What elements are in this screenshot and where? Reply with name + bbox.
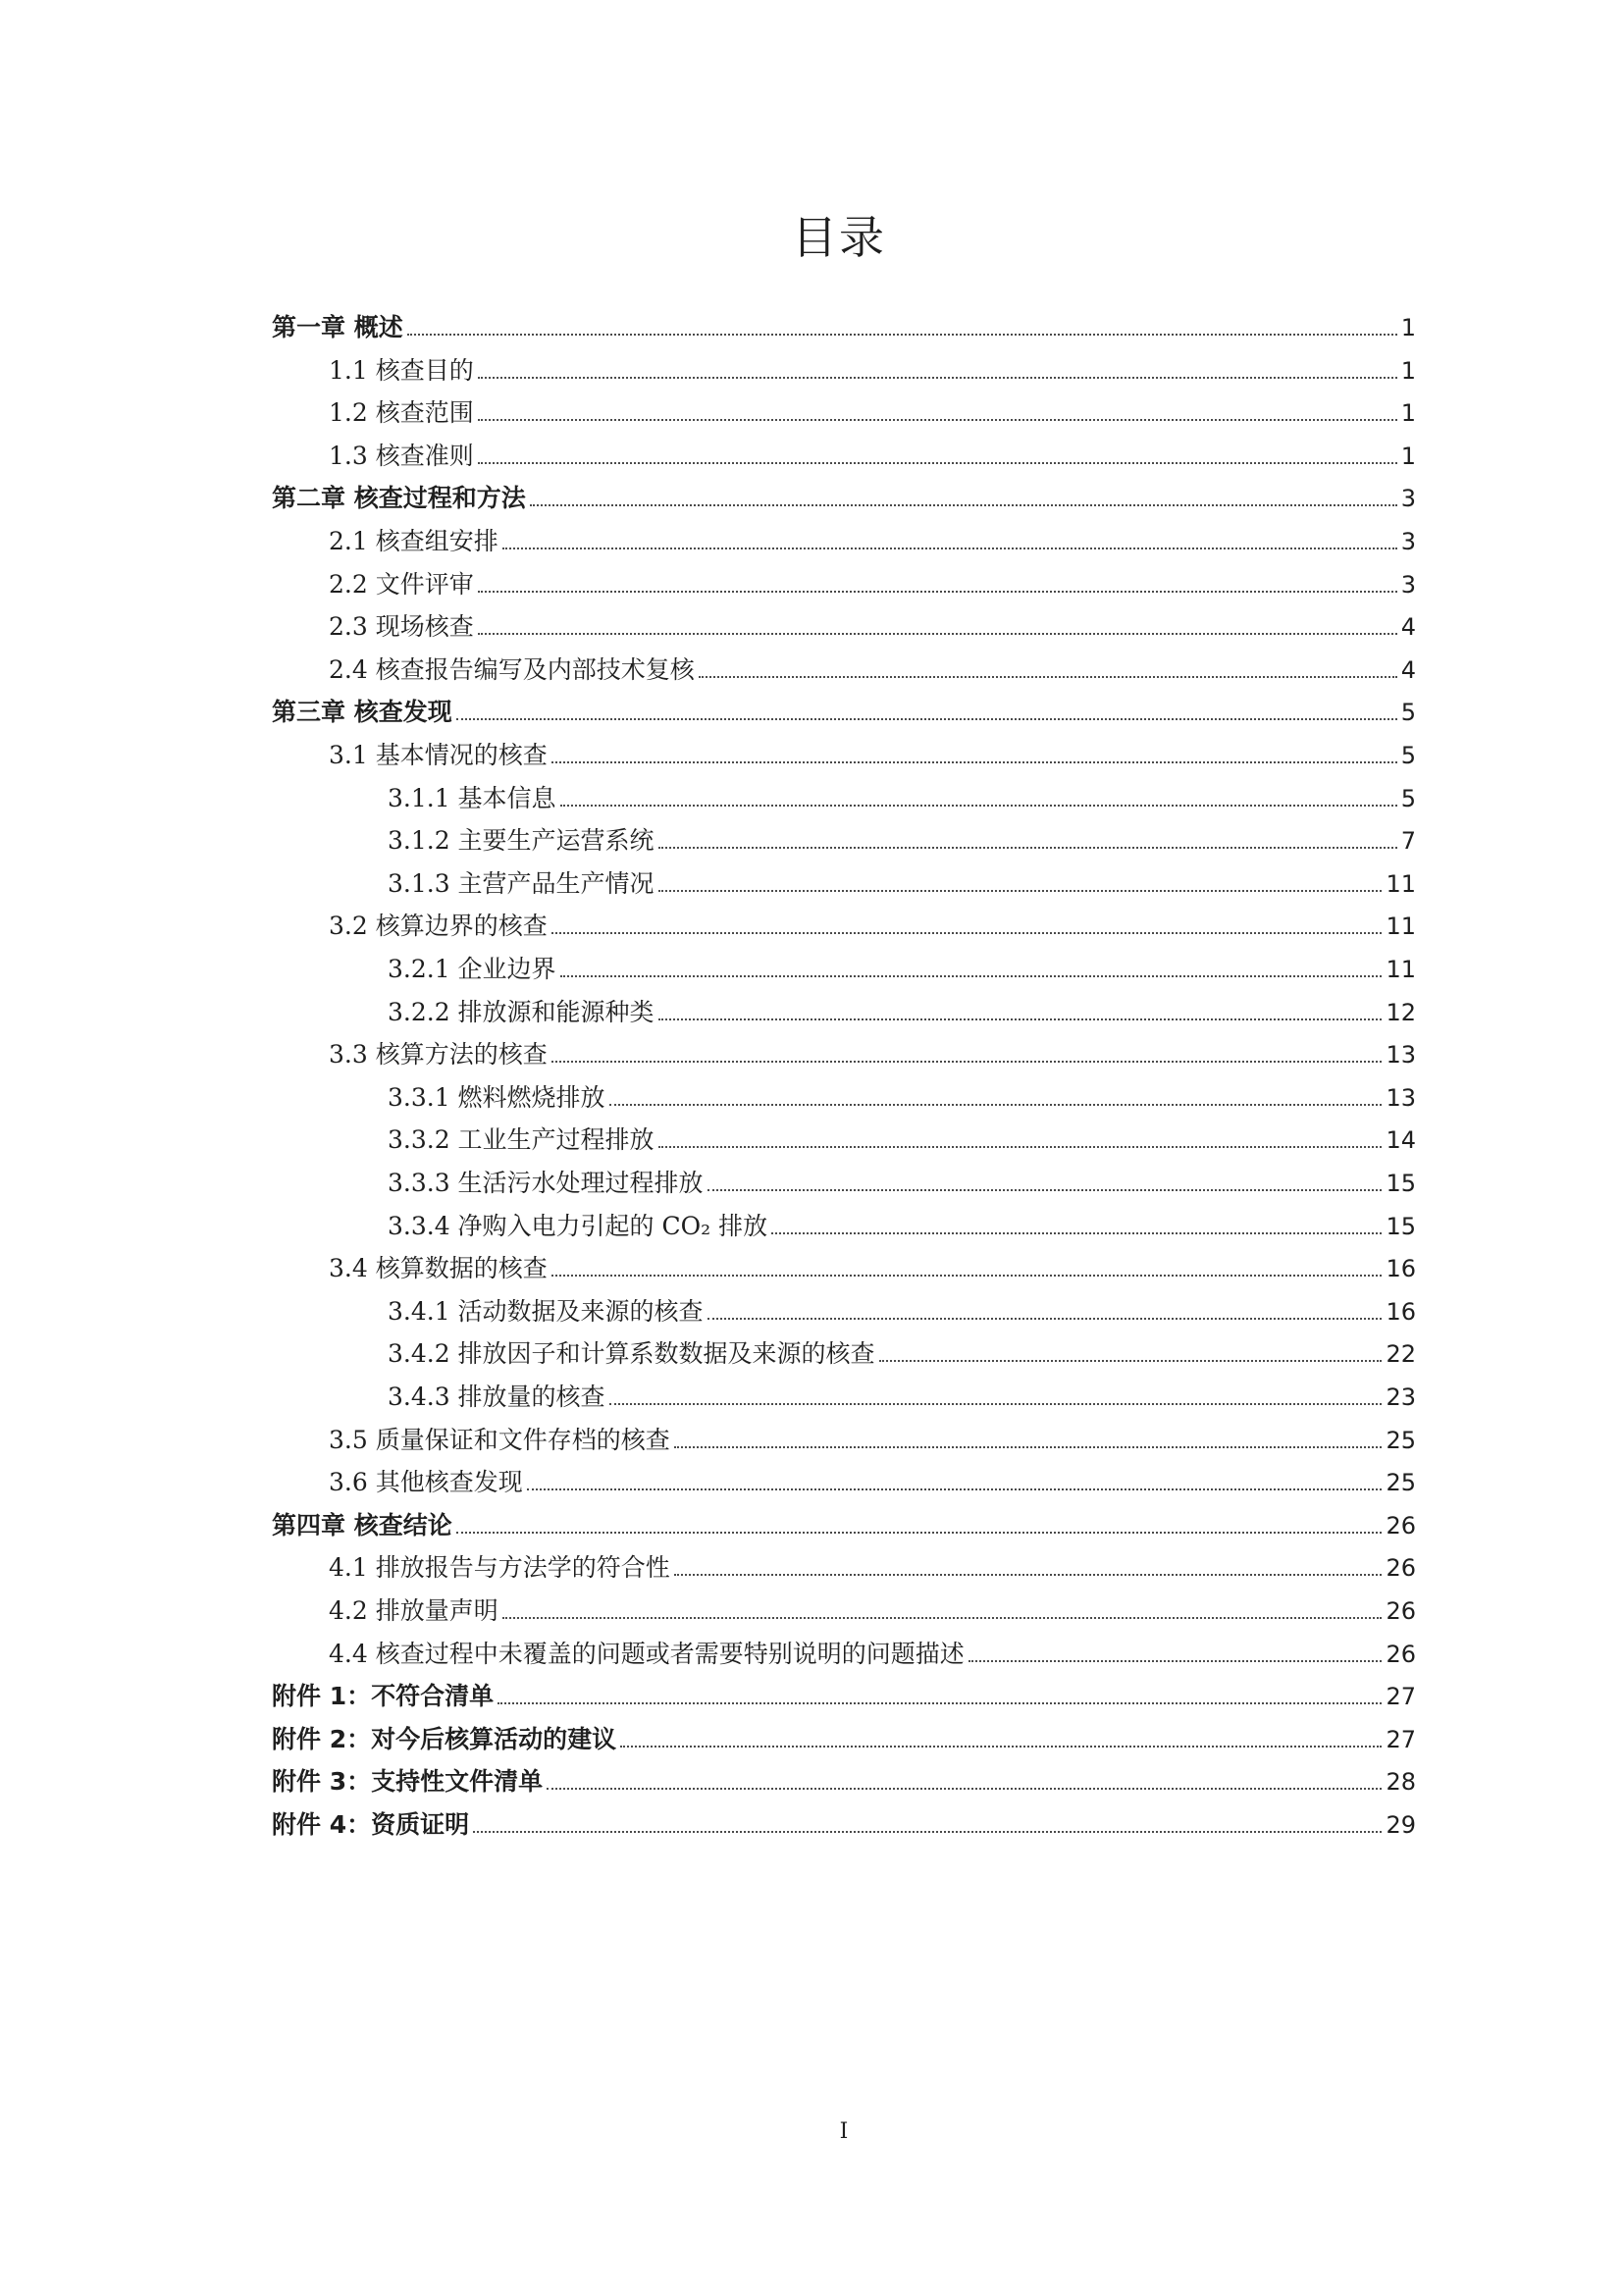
toc-section-entry[interactable]	[388, 1077, 1416, 1113]
toc-entry-page-number: 28	[1386, 1768, 1416, 1797]
toc-section-entry[interactable]	[329, 1547, 1416, 1583]
toc-entry-label: 3.4.3 排放量的核查	[388, 1383, 605, 1411]
toc-entry-page-number: 1	[1400, 399, 1416, 428]
toc-section-entry[interactable]	[388, 992, 1416, 1027]
toc-entry-page-number: 11	[1386, 956, 1416, 983]
toc-entry-label: 第四章 核查结论	[272, 1510, 452, 1539]
toc-entry-page-number: 26	[1386, 1640, 1416, 1668]
toc-dot-leader	[674, 1446, 1383, 1448]
toc-section-entry[interactable]	[388, 820, 1416, 856]
toc-dot-leader	[478, 462, 1397, 464]
toc-entry-page-number: 5	[1400, 699, 1416, 727]
toc-dot-leader	[527, 1488, 1383, 1490]
toc-entry-label: 3.4.2 排放因子和计算系数数据及来源的核查	[388, 1339, 875, 1369]
toc-entry-page-number: 26	[1386, 1554, 1416, 1583]
toc-section-entry[interactable]	[329, 906, 1416, 941]
toc-dot-leader	[707, 1318, 1383, 1320]
toc-chapter-entry[interactable]	[272, 692, 1416, 727]
toc-entry-page-number: 25	[1386, 1469, 1416, 1497]
toc-entry-label: 3.6 其他核查发现	[329, 1468, 523, 1497]
toc-entry-label: 2.1 核查组安排	[329, 527, 498, 555]
toc-entry-page-number: 13	[1386, 1083, 1416, 1112]
toc-dot-leader	[969, 1660, 1383, 1662]
toc-section-entry[interactable]	[329, 1420, 1416, 1455]
toc-dot-leader	[407, 334, 1397, 336]
toc-entry-label: 4.2 排放量声明	[329, 1596, 498, 1625]
toc-section-entry[interactable]	[329, 1634, 1416, 1669]
toc-entry-page-number: 5	[1400, 742, 1416, 769]
toc-entry-label: 3.1 基本情况的核查	[329, 741, 548, 769]
toc-entry-label: 3.4.1 活动数据及来源的核查	[388, 1296, 704, 1326]
toc-entry-label: 3.5 质量保证和文件存档的核查	[329, 1425, 670, 1454]
toc-chapter-entry[interactable]	[272, 1761, 1416, 1797]
toc-section-entry[interactable]	[388, 1377, 1416, 1412]
toc-dot-leader	[699, 676, 1397, 678]
toc-dot-leader	[658, 1146, 1383, 1148]
toc-entry-label: 3.1.1 基本信息	[388, 783, 556, 812]
toc-entry-label: 3.3.4 净购入电力引起的 CO₂ 排放	[388, 1211, 768, 1240]
toc-section-entry[interactable]	[329, 1248, 1416, 1283]
toc-entry-page-number: 4	[1400, 613, 1416, 642]
toc-entry-page-number: 15	[1386, 1170, 1416, 1197]
toc-chapter-entry[interactable]	[272, 307, 1416, 342]
toc-section-entry[interactable]	[388, 949, 1416, 984]
toc-entry-label: 3.1.3 主营产品生产情况	[388, 868, 654, 898]
toc-entry-label: 2.2 文件评审	[329, 569, 474, 599]
toc-section-entry[interactable]	[388, 778, 1416, 813]
toc-entry-label: 附件 2：对今后核算活动的建议	[272, 1724, 617, 1753]
toc-dot-leader	[771, 1232, 1382, 1234]
toc-section-entry[interactable]	[388, 1291, 1416, 1327]
toc-entry-label: 第三章 核查发现	[272, 698, 452, 727]
toc-dot-leader	[478, 633, 1397, 635]
toc-entry-label: 3.3.1 燃料燃烧排放	[388, 1082, 605, 1112]
toc-entry-page-number: 7	[1400, 827, 1416, 856]
toc-entry-label: 3.4 核算数据的核查	[329, 1254, 548, 1283]
toc-section-entry[interactable]	[329, 606, 1416, 642]
toc-title: 目录	[792, 211, 886, 264]
toc-entry-label: 1.1 核查目的	[329, 355, 474, 385]
toc-dot-leader	[658, 847, 1397, 849]
toc-entry-label: 附件 1：不符合清单	[272, 1682, 495, 1711]
page-number: I	[839, 2119, 849, 2144]
toc-entry-label: 1.3 核查准则	[329, 441, 474, 470]
toc-dot-leader	[560, 805, 1397, 807]
toc-chapter-entry[interactable]	[272, 478, 1416, 513]
toc-section-entry[interactable]	[329, 564, 1416, 600]
toc-dot-leader	[551, 1275, 1383, 1277]
toc-dot-leader	[456, 718, 1397, 720]
toc-entry-page-number: 26	[1386, 1511, 1416, 1539]
toc-entry-page-number: 1	[1400, 442, 1416, 470]
toc-entry-label: 1.2 核查范围	[329, 398, 474, 428]
toc-section-entry[interactable]	[329, 650, 1416, 685]
toc-entry-label: 第二章 核查过程和方法	[272, 484, 526, 513]
toc-entry-page-number: 4	[1400, 655, 1416, 684]
toc-section-entry[interactable]	[329, 436, 1416, 471]
toc-dot-leader	[658, 1018, 1383, 1020]
toc-entry-page-number: 13	[1386, 1041, 1416, 1070]
toc-dot-leader	[547, 1788, 1382, 1790]
toc-chapter-entry[interactable]	[272, 1676, 1416, 1711]
toc-dot-leader	[609, 1403, 1383, 1405]
toc-dot-leader	[551, 761, 1397, 763]
toc-dot-leader	[502, 1617, 1383, 1619]
toc-entry-label: 4.1 排放报告与方法学的符合性	[329, 1553, 670, 1583]
toc-entry-label: 2.3 现场核查	[329, 612, 474, 642]
toc-entry-label: 3.2 核算边界的核查	[329, 912, 548, 941]
toc-entry-page-number: 3	[1400, 485, 1416, 513]
toc-entry-label: 3.3.2 工业生产过程排放	[388, 1125, 654, 1155]
toc-entry-page-number: 11	[1386, 913, 1416, 941]
toc-entry-label: 3.2.1 企业边界	[388, 955, 556, 983]
toc-section-entry[interactable]	[388, 1206, 1416, 1241]
toc-chapter-entry[interactable]	[272, 1804, 1416, 1840]
toc-entry-page-number: 23	[1386, 1383, 1416, 1411]
toc-entry-label: 3.2.2 排放源和能源种类	[388, 997, 654, 1026]
toc-entry-label: 附件 3：支持性文件清单	[272, 1767, 544, 1797]
toc-chapter-entry[interactable]	[272, 1719, 1416, 1754]
toc-dot-leader	[497, 1702, 1382, 1704]
toc-dot-leader	[473, 1831, 1382, 1833]
toc-section-entry[interactable]	[388, 863, 1416, 899]
toc-entry-page-number: 3	[1400, 528, 1416, 555]
toc-section-entry[interactable]	[329, 1591, 1416, 1626]
toc-dot-leader	[456, 1532, 1383, 1534]
toc-dot-leader	[502, 548, 1397, 549]
toc-entry-label: 3.3 核算方法的核查	[329, 1040, 548, 1070]
toc-dot-leader	[478, 377, 1397, 379]
toc-entry-page-number: 14	[1386, 1126, 1416, 1155]
toc-entry-page-number: 16	[1386, 1297, 1416, 1326]
toc-section-entry[interactable]	[388, 1333, 1416, 1369]
toc-entry-page-number: 5	[1400, 784, 1416, 812]
toc-section-entry[interactable]	[329, 521, 1416, 556]
toc-dot-leader	[478, 591, 1397, 593]
toc-entry-label: 3.1.2 主要生产运营系统	[388, 826, 654, 856]
toc-dot-leader	[551, 932, 1383, 934]
toc-chapter-entry[interactable]	[272, 1505, 1416, 1540]
toc-section-entry[interactable]	[388, 1120, 1416, 1155]
toc-entry-page-number: 22	[1386, 1340, 1416, 1369]
toc-entry-page-number: 15	[1386, 1212, 1416, 1240]
toc-section-entry[interactable]	[388, 1163, 1416, 1198]
toc-dot-leader	[620, 1746, 1382, 1748]
toc-dot-leader	[879, 1360, 1383, 1362]
toc-section-entry[interactable]	[329, 1034, 1416, 1070]
toc-entry-page-number: 1	[1400, 314, 1416, 341]
toc-entry-label: 第一章 概述	[272, 313, 403, 341]
toc-entry-page-number: 26	[1386, 1597, 1416, 1625]
toc-dot-leader	[609, 1104, 1383, 1106]
toc-dot-leader	[560, 975, 1383, 977]
toc-entry-page-number: 25	[1386, 1426, 1416, 1454]
toc-dot-leader	[674, 1574, 1383, 1576]
toc-entry-label: 2.4 核查报告编写及内部技术复核	[329, 654, 695, 684]
toc-entry-page-number: 12	[1386, 998, 1416, 1026]
toc-entry-label: 3.3.3 生活污水处理过程排放	[388, 1169, 704, 1197]
toc-entry-label: 附件 4：资质证明	[272, 1810, 470, 1839]
toc-entry-page-number: 11	[1386, 869, 1416, 898]
toc-entry-page-number: 27	[1386, 1725, 1416, 1753]
toc-dot-leader	[478, 419, 1397, 421]
toc-section-entry[interactable]	[329, 392, 1416, 428]
toc-entry-label: 4.4 核查过程中未覆盖的问题或者需要特别说明的问题描述	[329, 1639, 965, 1668]
toc-dot-leader	[707, 1189, 1383, 1191]
toc-dot-leader	[551, 1061, 1383, 1063]
toc-section-entry[interactable]	[329, 735, 1416, 770]
toc-dot-leader	[530, 504, 1397, 506]
toc-section-entry[interactable]	[329, 350, 1416, 386]
toc-entry-page-number: 1	[1400, 356, 1416, 385]
toc-dot-leader	[658, 890, 1383, 892]
toc-entry-page-number: 3	[1400, 570, 1416, 599]
toc-entry-page-number: 27	[1386, 1683, 1416, 1711]
toc-entry-page-number: 29	[1386, 1811, 1416, 1839]
toc-section-entry[interactable]	[329, 1462, 1416, 1497]
toc-entry-page-number: 16	[1386, 1255, 1416, 1283]
